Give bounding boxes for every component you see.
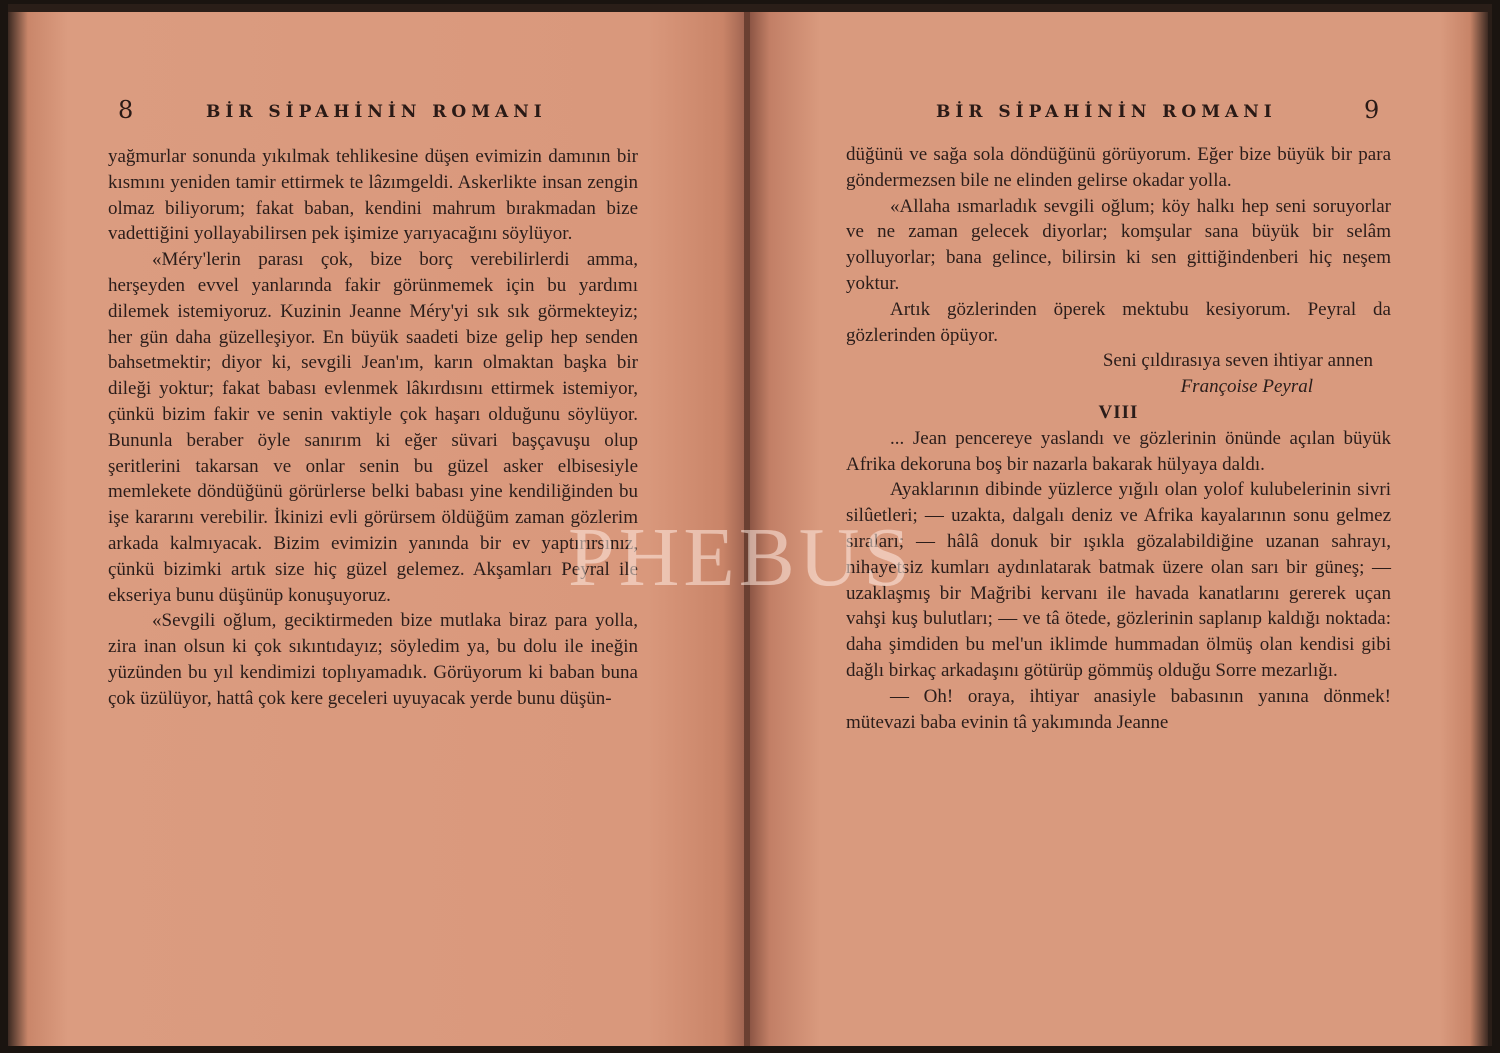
open-book xyxy=(8,4,1492,1046)
watermark: PHEBUS xyxy=(568,511,915,604)
running-header: BİR SİPAHİNİN ROMANI xyxy=(206,102,547,122)
paragraph: yağmurlar sonunda yıkılmak tehlikesine düşen evimizin damının bir kısmını yeniden tamir ettirmek te lâzımgeldi. Askerlikte insan zengin olmaz biliyorum; fakat baban, kendini mahrum bırakmadan bize vadettiğini yollayabilirsen pek işimize yarıyacağını söylüyor. xyxy=(108,146,638,245)
page-number: 8 xyxy=(118,96,134,124)
paragraph: «Sevgili oğlum, geciktirmeden bize mutlaka biraz para yolla, zira inan olsun ki çok sıkıntıdayız; söyledim ya, bu dolu ile ineğin yüzünden bu yıl kendimizi toplıyamadık. Görüyorum ki baban buna çok üzülüyor, hattâ çok kere geceleri uyuyacak yerde bunu düşün- xyxy=(108,610,638,709)
paragraph: ... Jean pencereye yaslandı ve gözlerinin önünde açılan büyük Afrika dekoruna boş bir nazarla bakarak hülyaya daldı. xyxy=(846,427,1391,475)
right-body-text xyxy=(846,142,1391,735)
paragraph: «Méry'lerin parası çok, bize borç verebilirlerdi amma, herşeyden evvel yanlarında fakir görünmemek için bu yardımı dilemek istemiyoruz. Kuzinin Jeanne Méry'yi sık sık görmekteyiz; her gün daha güzelleşiyor. En büyük saadeti bize gelip hep senden bahsetmektir; diyor ki, sevgili Jean'ım, karın olmaktan başka bir dileği yoktur; fakat babası evlenmek lâkırdısını ettirmek istemiyor, çünkü bizim fakir ve senin vaktiyle çok haşarı olduğunu söylüyor. Bununla beraber öyle sanırım ki eğer süvari başçavuşu olup şeritlerini takarsan ve onlar senin bu güzel asker elbisesiyle memlekete döndüğünü görürlerse belki babası yine kendiliğinden bu işe kararını verebilir. İkinizi evli görürsem öldüğüm zaman gözlerim arkada kalmıyacak. Bizim evimizin yanında bir ev yaptırırsınız, çünkü bizimki artık size hiç güzel gelemez. Akşamları Peyral ile ekseriya bunu düşünüp konuşuyoruz. xyxy=(108,249,638,606)
signature-line: Seni çıldırasıya seven ihtiyar annen xyxy=(1102,350,1373,372)
paragraph: — Oh! oraya, ihtiyar anasiyle babasının yanına dönmek! mütevazi baba evinin tâ yakımında Jeanne xyxy=(846,685,1391,733)
paragraph: «Allaha ısmarladık sevgili oğlum; köy halkı hep seni soruyorlar ve ne zaman gelecek diyorlar; komşular sana büyük bir selâm yolluyorlar; bana gelince, bilirsin ki sen gittiğindenberi hiç neşem yoktur. xyxy=(846,195,1391,294)
signature-name: Françoise Peyral xyxy=(1180,376,1313,398)
paragraph: Ayaklarının dibinde yüzlerce yığılı olan yolof kulubelerinin sivri silûetleri; — uzakta, dalgalı deniz ve Afrika kayalarının sonu gelmez sıraları; — hâlâ donuk bir ışıkla gözalabildiğine uzanan sahrayı, nihayetsiz kumları aydınlatarak batmak üzere olan sarı bir güneş; — uzaklaşmış bir Mağribi kervanı ile havada kanatlarını gererek uçan vahşi kuş bulutları; — ve tâ ötede, gözlerinin saplanıp kaldığı noktada: daha şimdiden bu mel'un iklimde hummadan ölmüş olan kendisi gibi dağlı birkaç arkadaşını götürüp gömmüş olduğu Sorre mezarlığı. xyxy=(846,479,1391,681)
page-number: 9 xyxy=(1364,96,1380,124)
running-header: BİR SİPAHİNİN ROMANI xyxy=(936,102,1277,122)
paragraph: düğünü ve sağa sola döndüğünü görüyorum. Eğer bize büyük bir para göndermezsen bile ne elinden gelirse okadar yolla. xyxy=(846,144,1391,191)
paragraph: Artık gözlerinden öperek mektubu kesiyorum. Peyral da gözlerinden öpüyor. xyxy=(846,298,1391,346)
chapter-heading: VIII xyxy=(1098,401,1139,423)
left-body-text xyxy=(108,144,638,712)
